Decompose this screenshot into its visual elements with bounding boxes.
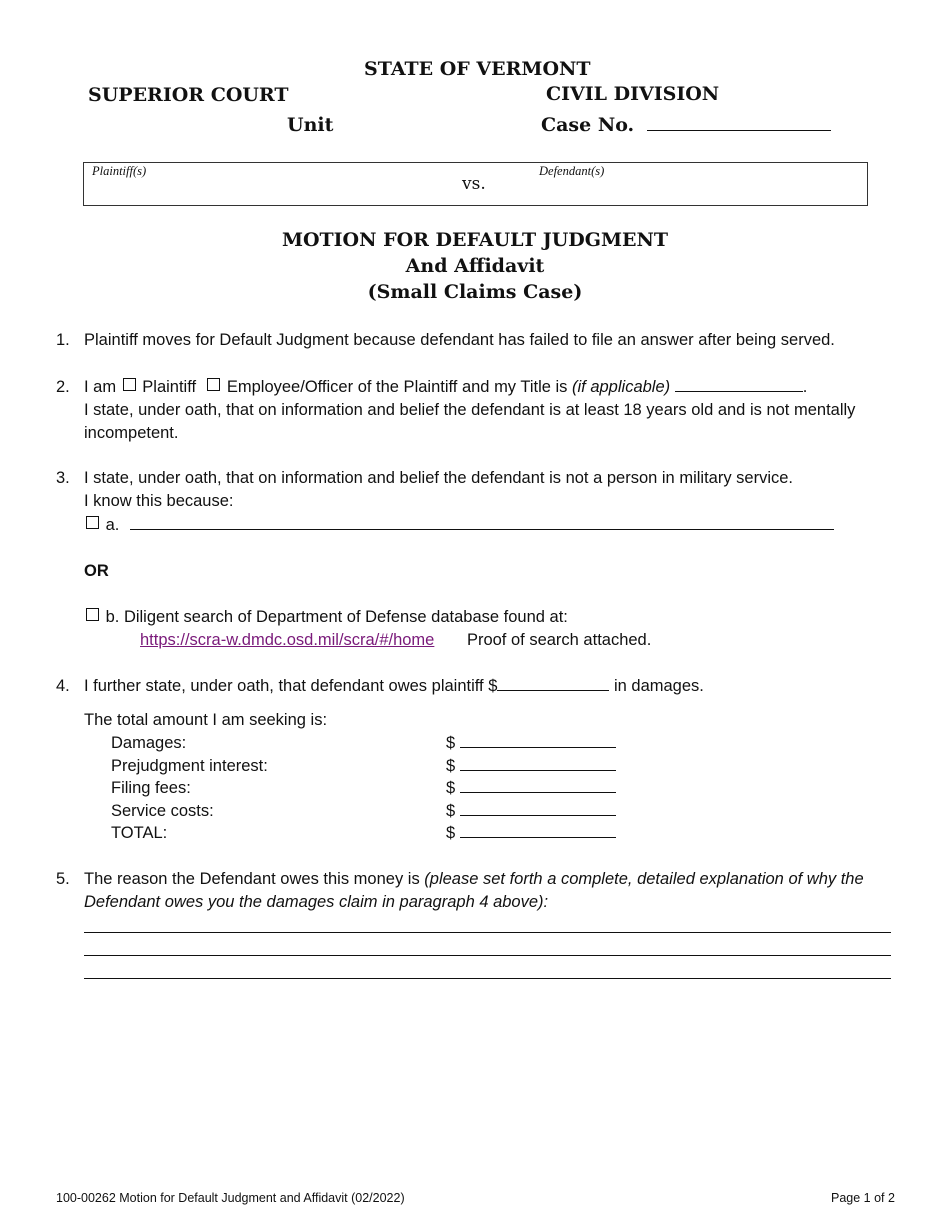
- item-2-line-3: incompetent.: [84, 424, 179, 442]
- item-1-text: Plaintiff moves for Default Judgment because defendant has failed to file an answer after being served.: [84, 331, 835, 349]
- proof-text: Proof of search attached.: [466, 631, 652, 649]
- division-heading: CIVIL DIVISION: [546, 83, 720, 105]
- plaintiff-checkbox[interactable]: [123, 378, 136, 391]
- case-number-label: Case No.: [541, 114, 831, 136]
- employee-checkbox[interactable]: [207, 378, 220, 391]
- plaintiff-label: Plaintiff(s): [92, 164, 147, 178]
- unit-label: Unit: [287, 114, 334, 136]
- total-intro: The total amount I am seeking is:: [84, 711, 328, 729]
- amount-label-filing: Filing fees:: [111, 779, 191, 797]
- defendant-label: Defendant(s): [539, 164, 605, 178]
- amount-field-interest[interactable]: $: [446, 757, 616, 776]
- item-3-line-2: I know this because:: [84, 492, 234, 510]
- amount-label-damages: Damages:: [111, 734, 187, 752]
- amount-field-service[interactable]: $: [446, 802, 616, 821]
- option-a-checkbox[interactable]: [86, 516, 99, 529]
- explanation-line-2[interactable]: [84, 955, 891, 956]
- amount-label-interest: Prejudgment interest:: [111, 757, 268, 775]
- explanation-line-3[interactable]: [84, 978, 891, 979]
- court-heading: SUPERIOR COURT: [88, 84, 289, 106]
- amount-field-damages[interactable]: $: [446, 734, 616, 753]
- item-2-line-2: I state, under oath, that on information and belief the defendant is at least 18 years old and is not mentally: [84, 401, 856, 419]
- explanation-line-1[interactable]: [84, 932, 891, 933]
- versus-label: vs.: [462, 174, 486, 194]
- amount-label-total: TOTAL:: [111, 824, 168, 842]
- form-subtitle: And Affidavit: [405, 255, 545, 277]
- form-case-type: (Small Claims Case): [367, 281, 583, 303]
- item-1-number: 1.: [56, 331, 70, 349]
- state-heading: STATE OF VERMONT: [364, 58, 591, 80]
- item-5-number: 5.: [56, 870, 70, 888]
- item-3-number: 3.: [56, 469, 70, 487]
- item-3-option-b: b. Diligent search of Department of Defense database found at:: [84, 608, 568, 627]
- item-5-line-1: The reason the Defendant owes this money is (please set forth a complete, detailed explanation of why the: [84, 870, 864, 888]
- amount-field-total[interactable]: $: [446, 824, 616, 843]
- case-number-blank[interactable]: [647, 130, 831, 131]
- item-2-line-1: I am Plaintiff Employee/Officer of the Plaintiff and my Title is (if applicable) .: [84, 378, 808, 396]
- scra-link[interactable]: https://scra-w.dmdc.osd.mil/scra/#/home: [140, 631, 435, 649]
- option-b-checkbox[interactable]: [86, 608, 99, 621]
- or-label: OR: [84, 562, 109, 580]
- item-2-number: 2.: [56, 378, 70, 396]
- amount-label-service: Service costs:: [111, 802, 214, 820]
- item-3-option-a: a.: [84, 516, 834, 535]
- form-number: 100-00262 Motion for Default Judgment and Affidavit (02/2022): [56, 1191, 405, 1205]
- amount-field-filing[interactable]: $: [446, 779, 616, 798]
- item-3-line-1: I state, under oath, that on information and belief the defendant is not a person in military service.: [84, 469, 794, 487]
- scra-line: [140, 631, 651, 650]
- item-4-number: 4.: [56, 677, 70, 695]
- damages-blank[interactable]: [497, 690, 609, 691]
- page-number: Page 1 of 2: [831, 1191, 895, 1205]
- item-5-line-2: Defendant owes you the damages claim in paragraph 4 above):: [84, 893, 549, 911]
- title-blank[interactable]: [675, 391, 803, 392]
- item-4-text: I further state, under oath, that defendant owes plaintiff $ in damages.: [84, 677, 704, 695]
- form-title: MOTION FOR DEFAULT JUDGMENT: [281, 229, 669, 251]
- option-a-blank[interactable]: [130, 529, 834, 530]
